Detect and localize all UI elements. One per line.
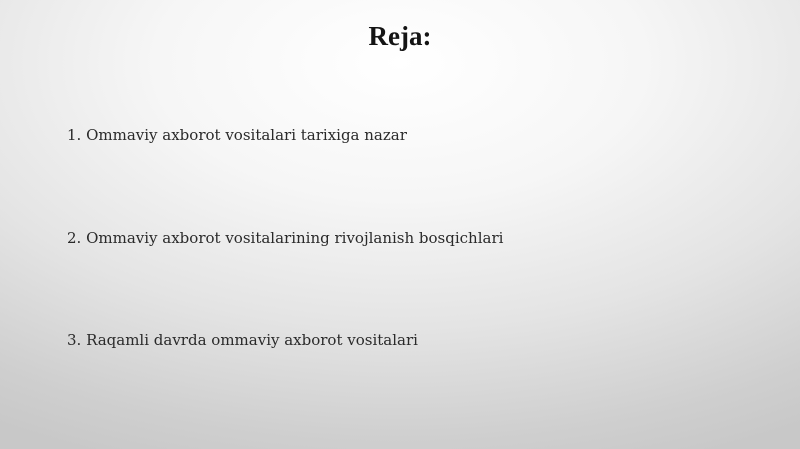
- slide-title: Reja:: [368, 21, 432, 51]
- plan-item-3: 3. Raqamli davrda ommaviy axborot vositalari: [67, 331, 418, 349]
- plan-item-2: 2. Ommaviy axborot vositalarining rivojlanish bosqichlari: [67, 229, 504, 247]
- plan-item-1: 1. Ommaviy axborot vositalari tarixiga nazar: [67, 126, 407, 144]
